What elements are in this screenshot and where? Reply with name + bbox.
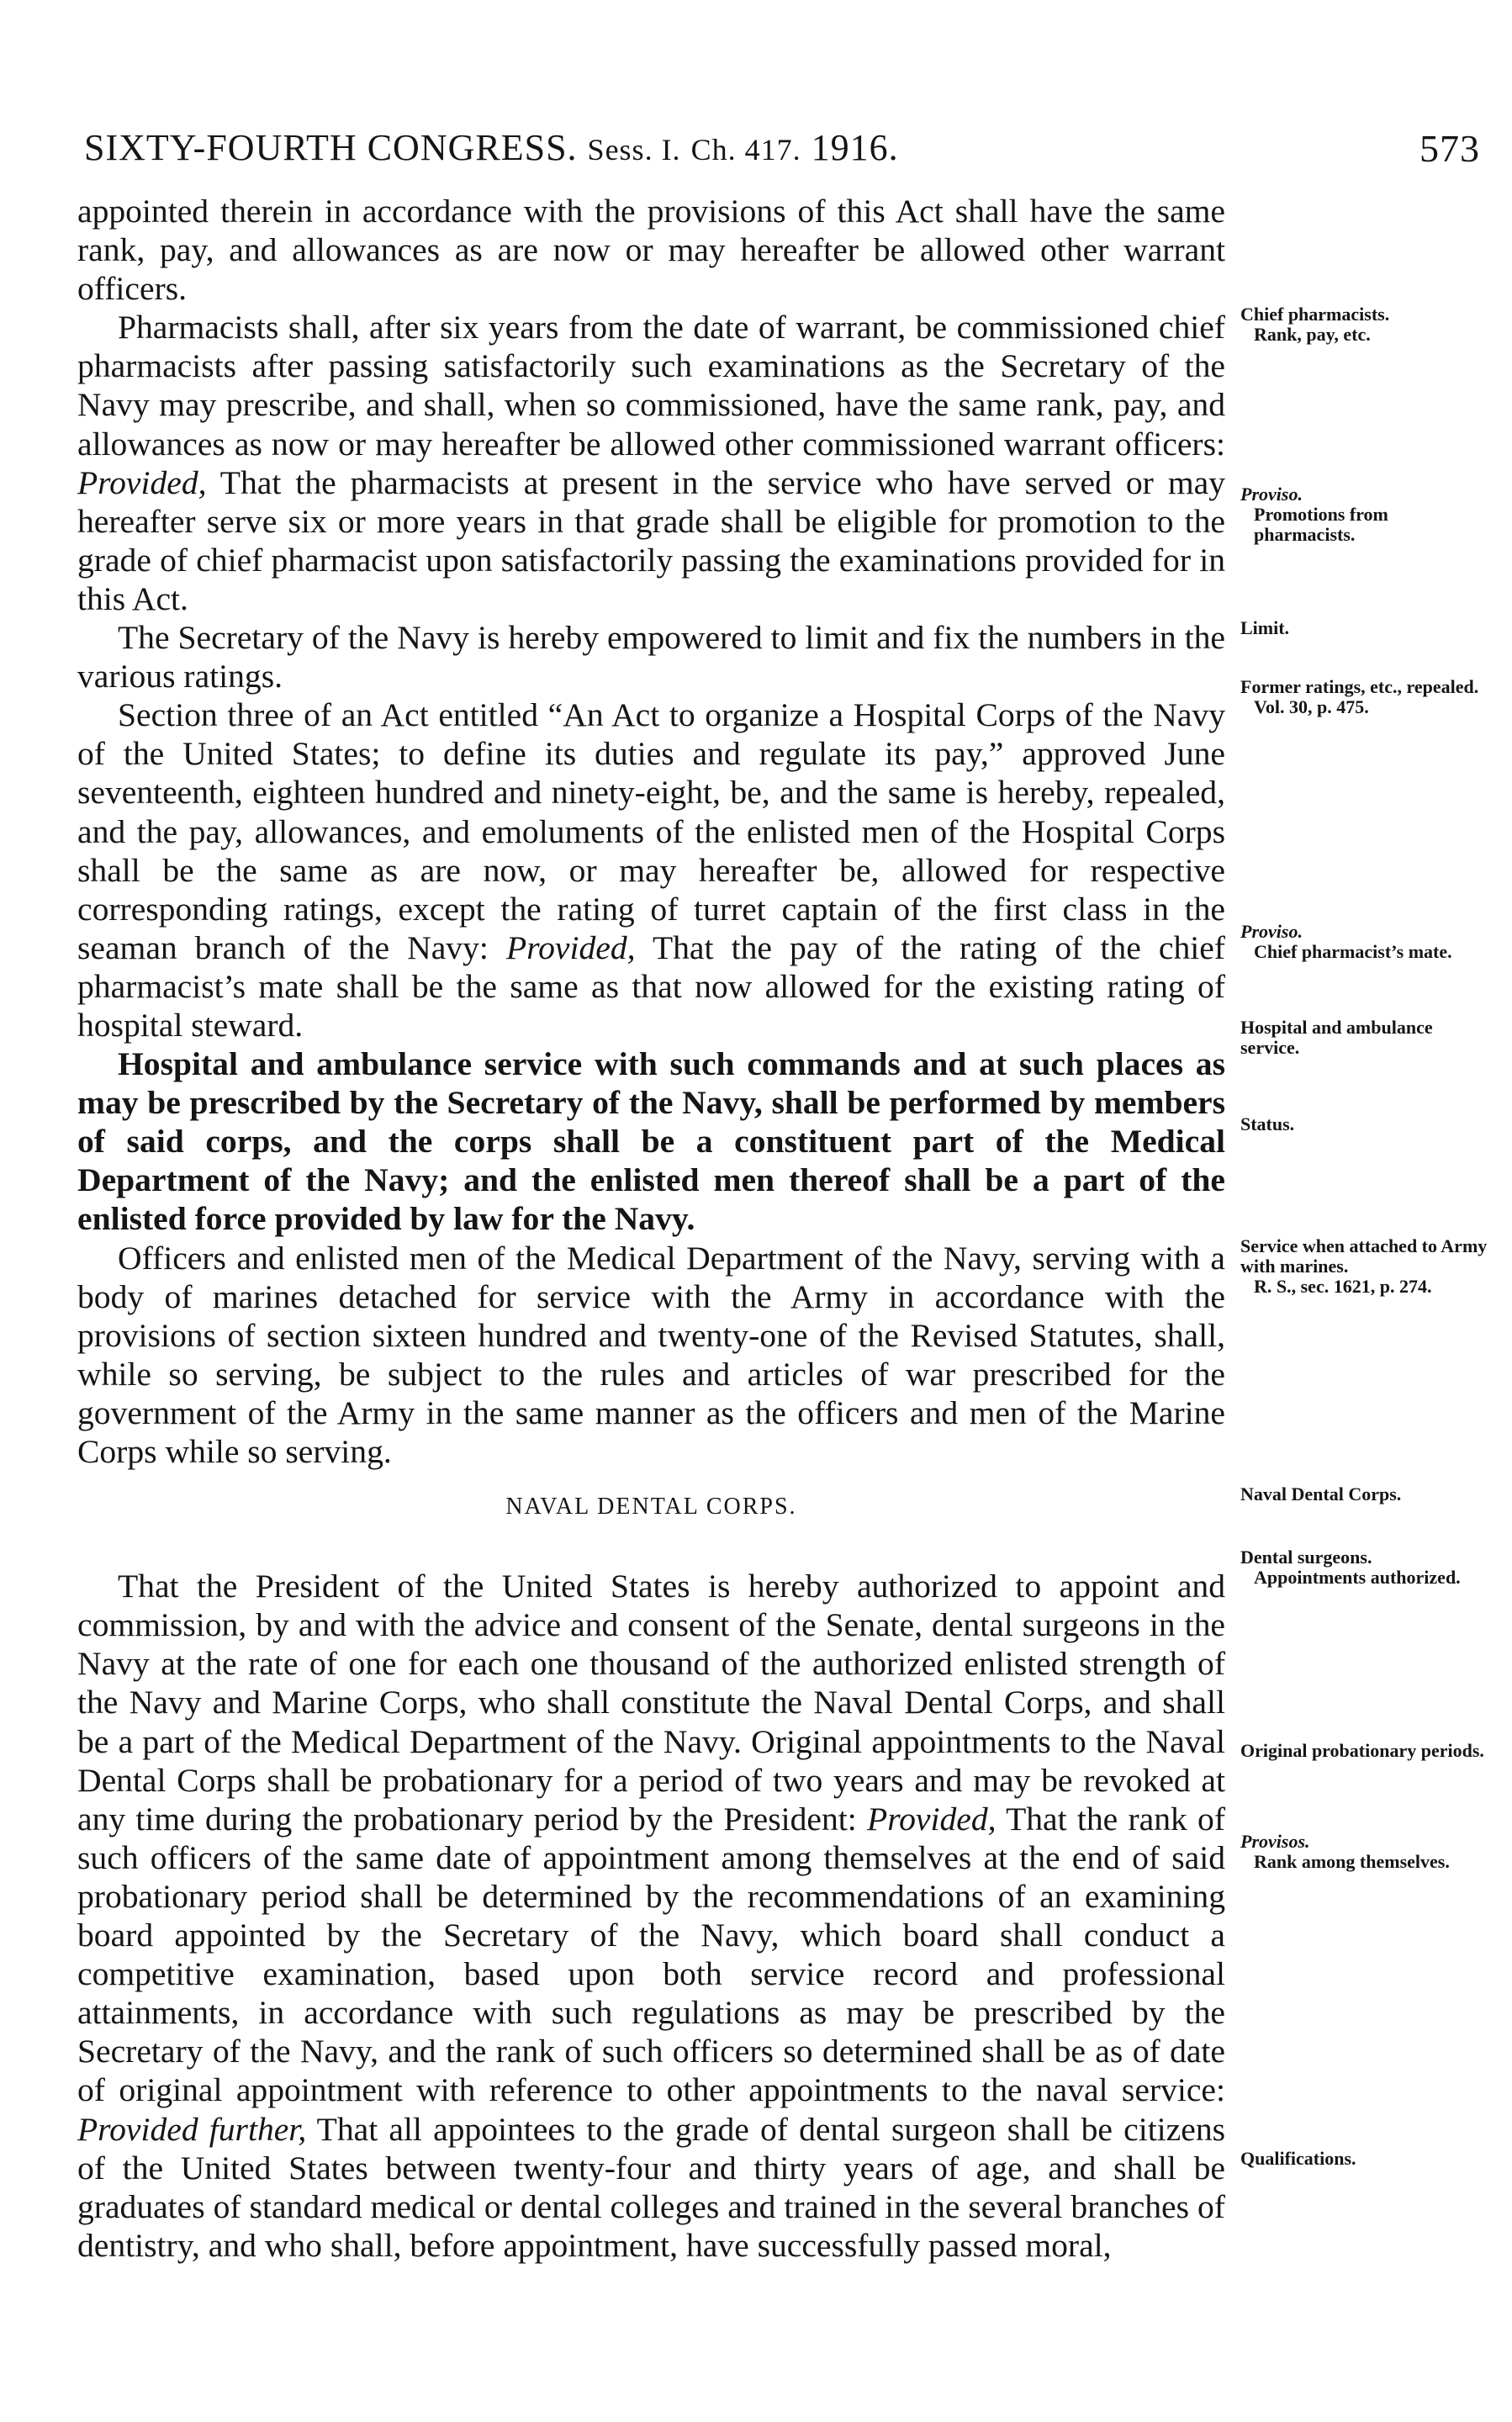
paragraph-repeal [77, 695, 1225, 1044]
text-segment: Pharmacists shall, after six years from the date of warrant, be commissioned chief pharmacists after passing satisfactorily such examinations as the Secretary of the Navy may prescribe, and shall, when so commissioned, have the same rank, pay, and allowances as now or may hereafter be allowed other commissioned warrant officers: [77, 309, 1225, 463]
provided-further-keyword: Provided further, [77, 2110, 307, 2148]
margin-note-probation [1240, 1741, 1493, 1761]
margin-note-former-ratings [1240, 677, 1493, 717]
running-header [84, 126, 1480, 177]
margin-note-rank-among [1240, 1832, 1493, 1872]
header-congress: SIXTY-FOURTH CONGRESS. [84, 127, 578, 168]
paragraph-limit-ratings: The Secretary of the Navy is hereby empowered to limit and fix the numbers in the various ratings. [77, 619, 1225, 695]
margin-note-sub: Promotions from pharmacists. [1254, 504, 1388, 545]
paragraph-dental-corps [77, 1567, 1225, 2265]
text-segment: That the pay of the rating of the chief pharmacist’s mate shall be the same as that now allowed for the existing rating of hospital steward. [77, 928, 1225, 1044]
margin-note-sub: R. S., sec. 1621, p. 274. [1254, 1276, 1432, 1297]
margin-note-chief-mate [1240, 922, 1493, 962]
margin-note-dental-surgeons [1240, 1547, 1493, 1588]
header-chapter: Ch. 417. [690, 133, 801, 167]
text-segment: Section three of an Act entitled “An Act to organize a Hospital Corps of the Navy of the United States; to define its duties and regulate its pay,” approved June seventeenth, eighteen hundred and ninety-eight, be, and the same is hereby, repealed, and the pay, allowances, and emoluments of the enlisted men of the Hospital Corps shall be the same as are now, or may hereafter be, allowed for respective corresponding ratings, except the rating of turret captain of the first class in the seaman branch of the Navy: [77, 696, 1225, 966]
text-segment: That the President of the United States is hereby authorized to appoint and commission, by and with the advice and consent of the Senate, dental surgeons in the Navy at the rate of one for each one thousand of the authorized enlisted strength of the Navy and Marine Corps, who shall constitute the Naval Dental Corps, and shall be a part of the Medical Department of the Navy. Original appointments to the Naval Dental Corps shall be probationary for a period of two years and may be revoked at any time during the probationary period by the President: [77, 1568, 1225, 1838]
margin-note-title: Original probationary periods. [1240, 1740, 1484, 1761]
margin-note-hospital [1240, 1018, 1493, 1058]
margin-note-sub: Chief pharmacist’s mate. [1254, 941, 1452, 962]
margin-note-status [1240, 1114, 1493, 1134]
margin-note-naval-dental [1240, 1484, 1493, 1504]
margin-note-qualifications [1240, 2149, 1493, 2169]
paragraph-chief-pharmacists [77, 308, 1225, 618]
provided-keyword: Provided, [506, 928, 636, 966]
margin-note-title: Limit. [1240, 617, 1290, 638]
margin-note-sub: Rank, pay, etc. [1254, 324, 1371, 345]
text-segment: That the pharmacists at present in the service who have served or may hereafter serve six or more years in that grade shall be eligible for promotion to the grade of chief pharmacist upon satisfactorily passing the examinations provided for in this Act. [77, 463, 1225, 617]
section-heading: NAVAL DENTAL CORPS. [505, 1494, 797, 1520]
header-citation [84, 126, 899, 169]
header-year: 1916. [811, 127, 899, 168]
margin-note-sub: Vol. 30, p. 475. [1254, 696, 1369, 717]
header-session: Sess. I. [587, 133, 681, 167]
margin-note-title: Former ratings, etc., repealed. [1240, 676, 1479, 697]
margin-note-proviso: Provisos. [1240, 1831, 1310, 1852]
margin-note-title: Qualifications. [1240, 2148, 1356, 2169]
page-number: 573 [1419, 127, 1480, 170]
margin-note-title: Chief pharmacists. [1240, 304, 1390, 325]
provided-keyword: Provided, [77, 463, 207, 501]
paragraph-warrant-officers: appointed therein in accordance with the provisions of this Act shall have the same rank, pay, and allowances as are now or may hereafter be allowed other warrant officers. [77, 193, 1225, 308]
margin-note-chief-pharmacists [1240, 304, 1493, 345]
margin-note-promotions [1240, 484, 1493, 545]
margin-note-proviso: Proviso. [1240, 484, 1303, 505]
paragraph-marines-service: Officers and enlisted men of the Medical Department of the Navy, serving with a body of marines detached for service with the Army in accordance with the provisions of section sixteen hundred and twenty-one of the Revised Statutes, shall, while so serving, be subject to the rules and articles of war prescribed for the government of the Army in the same manner as the officers and men of the Marine Corps while so serving. [77, 1239, 1225, 1470]
margin-note-proviso: Proviso. [1240, 921, 1303, 942]
paragraph-hospital-service: Hospital and ambulance service with such commands and at such places as may be prescribed by the Secretary of the Navy, shall be performed by members of said corps, and the corps shall be a constituent part of the Medical Department of the Navy; and the enlisted men thereof shall be a part of the enlisted force provided by law for the Navy. [77, 1045, 1225, 1238]
margin-note-sub: Rank among themselves. [1254, 1851, 1450, 1872]
text-segment: That the rank of such officers of the same date of appointment among themselves at the end of said probationary period shall be determined by the recommendations of an examining board appointed by the Secretary of the Navy, which board shall conduct a competitive examination, based upon both service record and professional attainments, in accordance with such regulations as may be prescribed by the Secretary of the Navy, and the rank of such officers so determined shall be as of date of original appointment with reference to other appointments to the naval service: [77, 1800, 1226, 2109]
margin-note-title: Dental surgeons. [1240, 1547, 1372, 1568]
margin-note-marines [1240, 1236, 1493, 1297]
margin-note-title: Status. [1240, 1113, 1295, 1134]
margin-note-title: Hospital and ambulance service. [1240, 1017, 1433, 1058]
margin-note-title: Service when attached to Army with marines. [1240, 1235, 1488, 1277]
main-text-column [77, 192, 1225, 2265]
margin-note-title: Naval Dental Corps. [1240, 1483, 1402, 1504]
margin-note-limit [1240, 618, 1493, 638]
provided-keyword: Provided, [867, 1800, 997, 1838]
margin-note-sub: Appointments authorized. [1254, 1567, 1461, 1588]
text-segment: That all appointees to the grade of dental surgeon shall be citizens of the United States between twenty-four and thirty years of age, and shall be graduates of standard medical or dental colleges and trained in the several branches of dentistry, and who shall, before appointment, have successfully passed moral, [77, 2110, 1226, 2264]
